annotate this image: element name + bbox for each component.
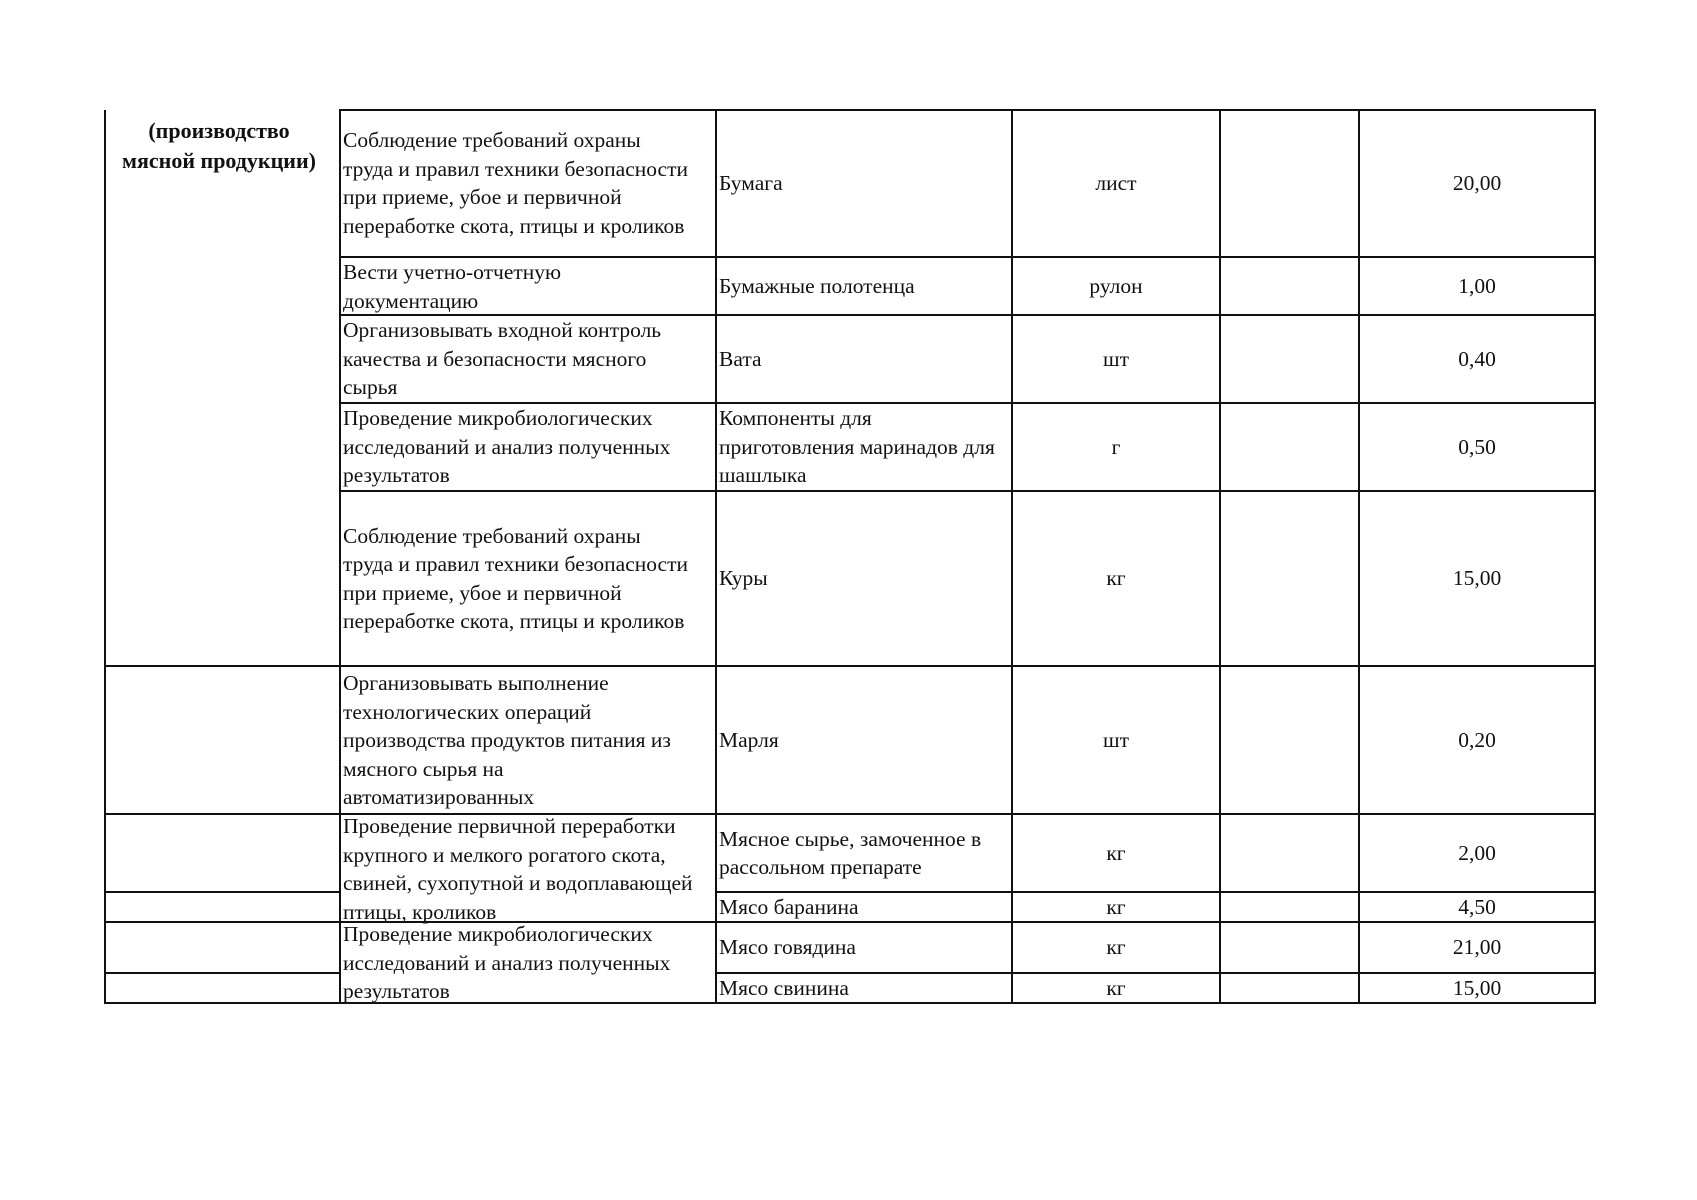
task-cell: Соблюдение требований охраны труда и правил техники безопасности при приеме, убое и первичной переработке скота, птицы и кроликов	[343, 523, 688, 633]
qty-cell: 0,50	[1458, 434, 1496, 459]
qty-cell: 1,00	[1458, 273, 1496, 298]
row-line-bottom	[104, 1002, 1596, 1004]
task-cell: Проведение первичной переработки крупного и мелкого рогатого скота, свиней, сухопутной и водоплавающей птицы, кроликов	[343, 814, 693, 924]
unit-cell: шт	[1103, 727, 1129, 752]
col-divider-4	[1219, 110, 1221, 1004]
task-cell: Организовывать входной контроль качества и безопасности мясного сырья	[343, 318, 662, 399]
task-cell: Проведение микробиологических исследований и анализ полученных результатов	[343, 922, 671, 1003]
table-border-left	[104, 110, 106, 1004]
unit-cell: лист	[1095, 171, 1137, 196]
material-cell: Марля	[719, 727, 779, 752]
qty-cell: 4,50	[1458, 894, 1496, 919]
material-cell: Куры	[719, 566, 768, 591]
material-cell: Мясо свинина	[719, 975, 849, 1000]
unit-cell: кг	[1106, 935, 1126, 960]
task-cell: Проведение микробиологических исследований и анализ полученных результатов	[343, 406, 671, 487]
material-cell: Бумажные полотенца	[719, 273, 915, 298]
material-cell: Мясо баранина	[719, 894, 859, 919]
unit-cell: кг	[1106, 840, 1126, 865]
unit-cell: кг	[1106, 894, 1126, 919]
section-label: (производство мясной продукции)	[122, 118, 316, 173]
qty-cell: 0,20	[1458, 727, 1496, 752]
task-cell: Соблюдение требований охраны труда и правил техники безопасности при приеме, убое и первичной переработке скота, птицы и кроликов	[343, 128, 688, 238]
table-border-right	[1594, 110, 1596, 1004]
qty-cell: 0,40	[1458, 346, 1496, 371]
row-line	[104, 891, 339, 893]
col-divider-1	[339, 110, 341, 1004]
unit-cell: шт	[1103, 346, 1129, 371]
material-cell: Вата	[719, 346, 762, 371]
qty-cell: 2,00	[1458, 840, 1496, 865]
unit-cell: рулон	[1089, 273, 1143, 298]
qty-cell: 20,00	[1452, 171, 1502, 196]
task-cell: Вести учетно-отчетную документацию	[343, 260, 562, 313]
unit-cell: кг	[1106, 566, 1126, 591]
qty-cell: 21,00	[1452, 935, 1502, 960]
task-cell: Организовывать выполнение технологических операций производства продуктов питания из мясного сырья на автоматизированных	[343, 671, 671, 809]
material-cell: Бумага	[719, 171, 783, 196]
row-line	[104, 972, 339, 974]
unit-cell: кг	[1106, 975, 1126, 1000]
qty-cell: 15,00	[1452, 975, 1502, 1000]
material-cell: Мясное сырье, замоченное в рассольном препарате	[719, 826, 982, 879]
qty-cell: 15,00	[1452, 566, 1502, 591]
material-cell: Мясо говядина	[719, 935, 856, 960]
col-divider-2	[715, 110, 717, 1004]
material-cell: Компоненты для приготовления маринадов для шашлыка	[719, 406, 995, 487]
unit-cell: г	[1111, 434, 1121, 459]
